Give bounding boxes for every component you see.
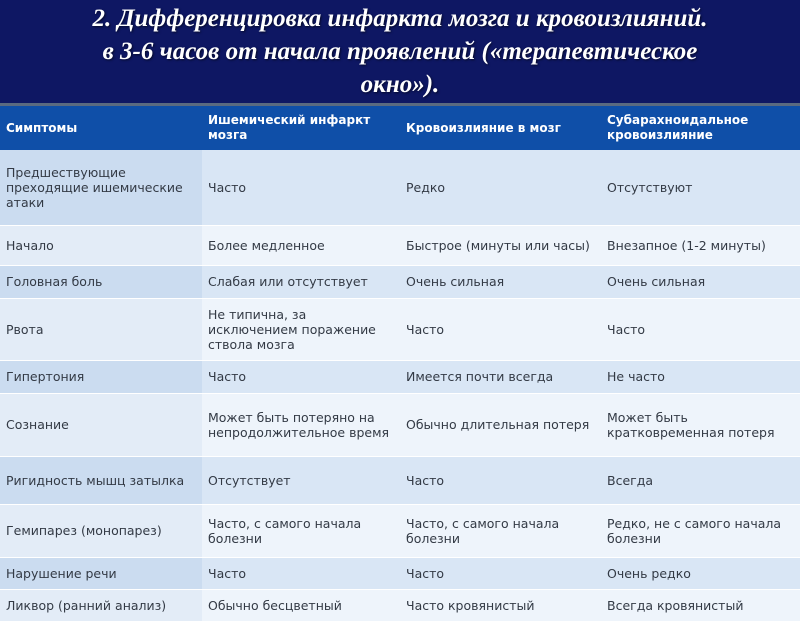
table-cell: Редко [400,150,601,225]
table-header [0,106,800,150]
title-line-1: 2. Дифференцировка инфаркта мозга и кровоизлияний. [92,5,708,32]
table-cell: Предшествующие преходящие ишемические атаки [0,150,202,225]
slide-title [6,2,794,101]
table-row [0,225,800,265]
table-cell: Ликвор (ранний анализ) [0,589,202,621]
table-cell: Имеется почти всегда [400,360,601,393]
table-cell: Гемипарез (монопарез) [0,504,202,557]
table-cell: Начало [0,225,202,265]
table-cell: Может быть потеряно на непродолжительное время [202,393,400,456]
table-cell: Часто [202,557,400,589]
table-cell: Более медленное [202,225,400,265]
title-line-3: окно»). [360,71,440,98]
title-line-2: в 3-6 часов от начала проявлений («терапевтическое [102,38,698,65]
table-cell: Отсутствуют [601,150,800,225]
table-cell: Часто [400,557,601,589]
table-row [0,360,800,393]
table-cell: Очень сильная [601,265,800,298]
table-cell: Очень редко [601,557,800,589]
table-cell: Часто [601,298,800,360]
table-cell: Обычно длительная потеря [400,393,601,456]
table-cell: Ригидность мышц затылка [0,456,202,504]
table-row [0,150,800,225]
table-cell: Отсутствует [202,456,400,504]
header-row [0,106,800,150]
table-cell: Рвота [0,298,202,360]
table-cell: Часто [400,456,601,504]
table-cell: Редко, не с самого начала болезни [601,504,800,557]
table-cell: Сознание [0,393,202,456]
table-cell: Часто [202,150,400,225]
table-cell: Не часто [601,360,800,393]
table-cell: Не типична, за исключением поражение ствола мозга [202,298,400,360]
table-cell: Очень сильная [400,265,601,298]
table-row [0,393,800,456]
table-cell: Гипертония [0,360,202,393]
table-cell: Слабая или отсутствует [202,265,400,298]
table-row [0,298,800,360]
header-cell-subarachnoid-hemorrhage: Субарахноидальное кровоизлияние [601,106,800,150]
table-cell: Всегда кровянистый [601,589,800,621]
table-row [0,589,800,621]
comparison-table [0,106,800,622]
table-cell: Обычно бесцветный [202,589,400,621]
table-cell: Головная боль [0,265,202,298]
table-container [0,103,800,613]
table-cell: Часто [202,360,400,393]
table-cell: Внезапное (1-2 минуты) [601,225,800,265]
table-cell: Быстрое (минуты или часы) [400,225,601,265]
table-row [0,557,800,589]
table-body [0,150,800,621]
table-cell: Может быть кратковременная потеря [601,393,800,456]
table-cell: Часто кровянистый [400,589,601,621]
table-row [0,456,800,504]
table-row [0,265,800,298]
table-cell: Часто, с самого начала болезни [400,504,601,557]
table-cell: Всегда [601,456,800,504]
table-cell: Нарушение речи [0,557,202,589]
table-cell: Часто, с самого начала болезни [202,504,400,557]
table-cell: Часто [400,298,601,360]
header-cell-ischemic-infarction: Ишемический инфаркт мозга [202,106,400,150]
header-cell-brain-hemorrhage: Кровоизлияние в мозг [400,106,601,150]
table-row [0,504,800,557]
header-cell-symptoms: Симптомы [0,106,202,150]
title-bar [0,0,800,103]
